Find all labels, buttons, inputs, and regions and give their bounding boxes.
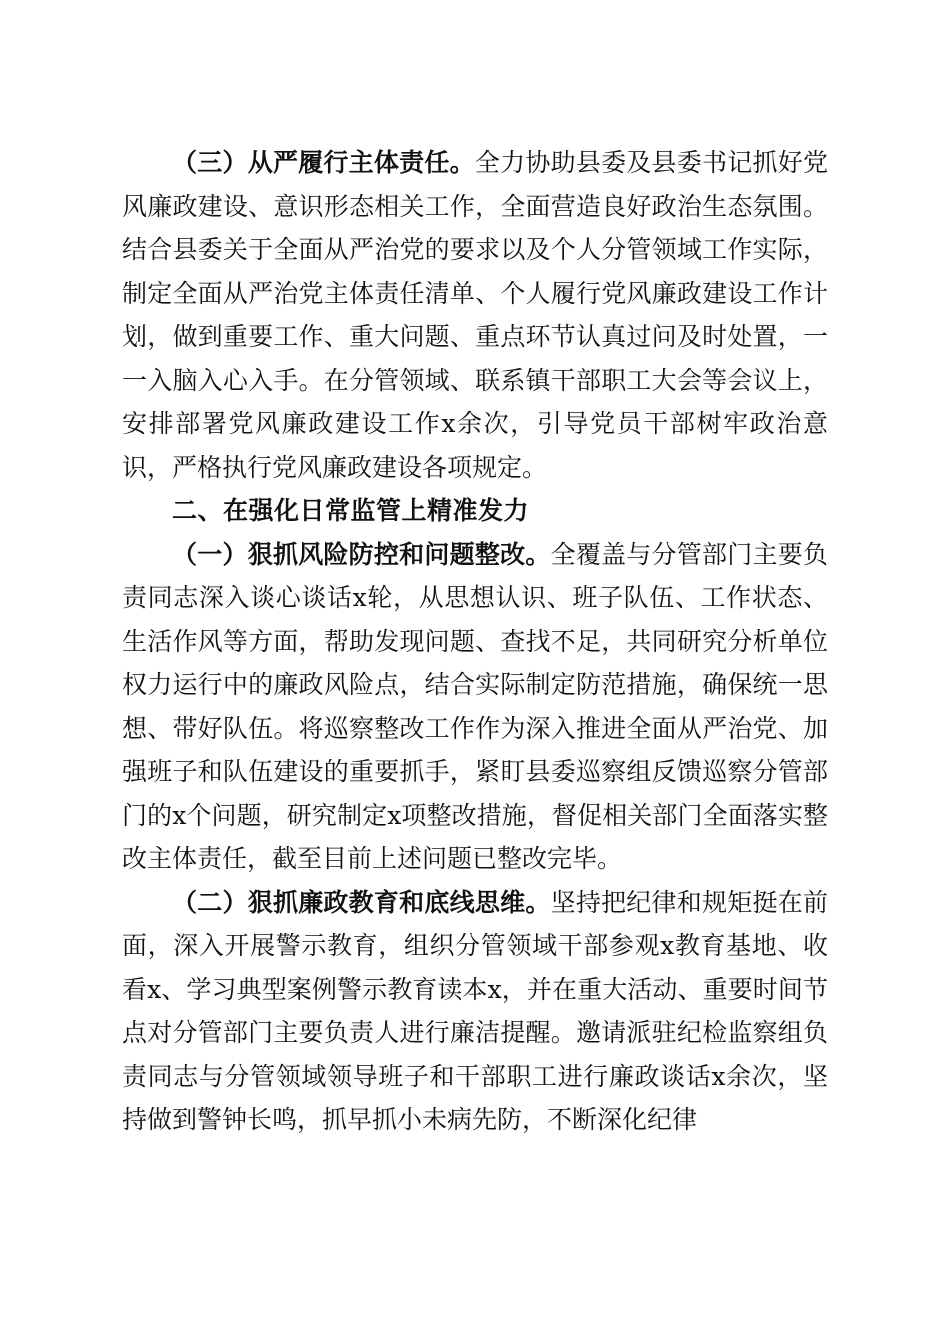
paragraph-lead: （二）狠抓廉政教育和底线思维。 [172, 887, 551, 917]
paragraph-section-one [122, 533, 828, 881]
paragraph-body: 全覆盖与分管部门主要负责同志深入谈心谈话x轮，从思想认识、班子队伍、工作状态、生活作风等方面，帮助发现问题、查找不足，共同研究分析单位权力运行中的廉政风险点，结合实际制定防范措施，确保统一思想、带好队伍。将巡察整改工作作为深入推进全面从严治党、加强班子和队伍建设的重要抓手，紧盯县委巡察组反馈巡察分管部门的x个问题，研究制定x项整改措施，督促相关部门全面落实整改主体责任，截至目前上述问题已整改完毕。 [122, 539, 828, 873]
document-body [122, 141, 828, 1142]
section-heading: 二、在强化日常监管上精准发力 [172, 496, 530, 525]
paragraph-section-three [122, 141, 828, 489]
paragraph-section-two [122, 881, 828, 1142]
paragraph-lead: （三）从严履行主体责任。 [172, 148, 475, 177]
paragraph-lead: （一）狠抓风险防控和问题整改。 [172, 539, 551, 569]
paragraph-body: 坚持把纪律和规矩挺在前面，深入开展警示教育，组织分管领域干部参观x教育基地、收看x、学习典型案例警示教育读本x，并在重大活动、重要时间节点对分管部门主要负责人进行廉洁提醒。邀请派驻纪检监察组负责同志与分管领域领导班子和干部职工进行廉政谈话x余次，坚持做到警钟长鸣，抓早抓小未病先防，不断深化纪律 [122, 887, 828, 1134]
paragraph-body: 全力协助县委及县委书记抓好党风廉政建设、意识形态相关工作，全面营造良好政治生态氛围。结合县委关于全面从严治党的要求以及个人分管领域工作实际，制定全面从严治党主体责任清单、个人履行党风廉政建设工作计划，做到重要工作、重大问题、重点环节认真过问及时处置，一一入脑入心入手。在分管领域、联系镇干部职工大会等会议上，安排部署党风廉政建设工作x余次，引导党员干部树牢政治意识，严格执行党风廉政建设各项规定。 [122, 148, 828, 482]
